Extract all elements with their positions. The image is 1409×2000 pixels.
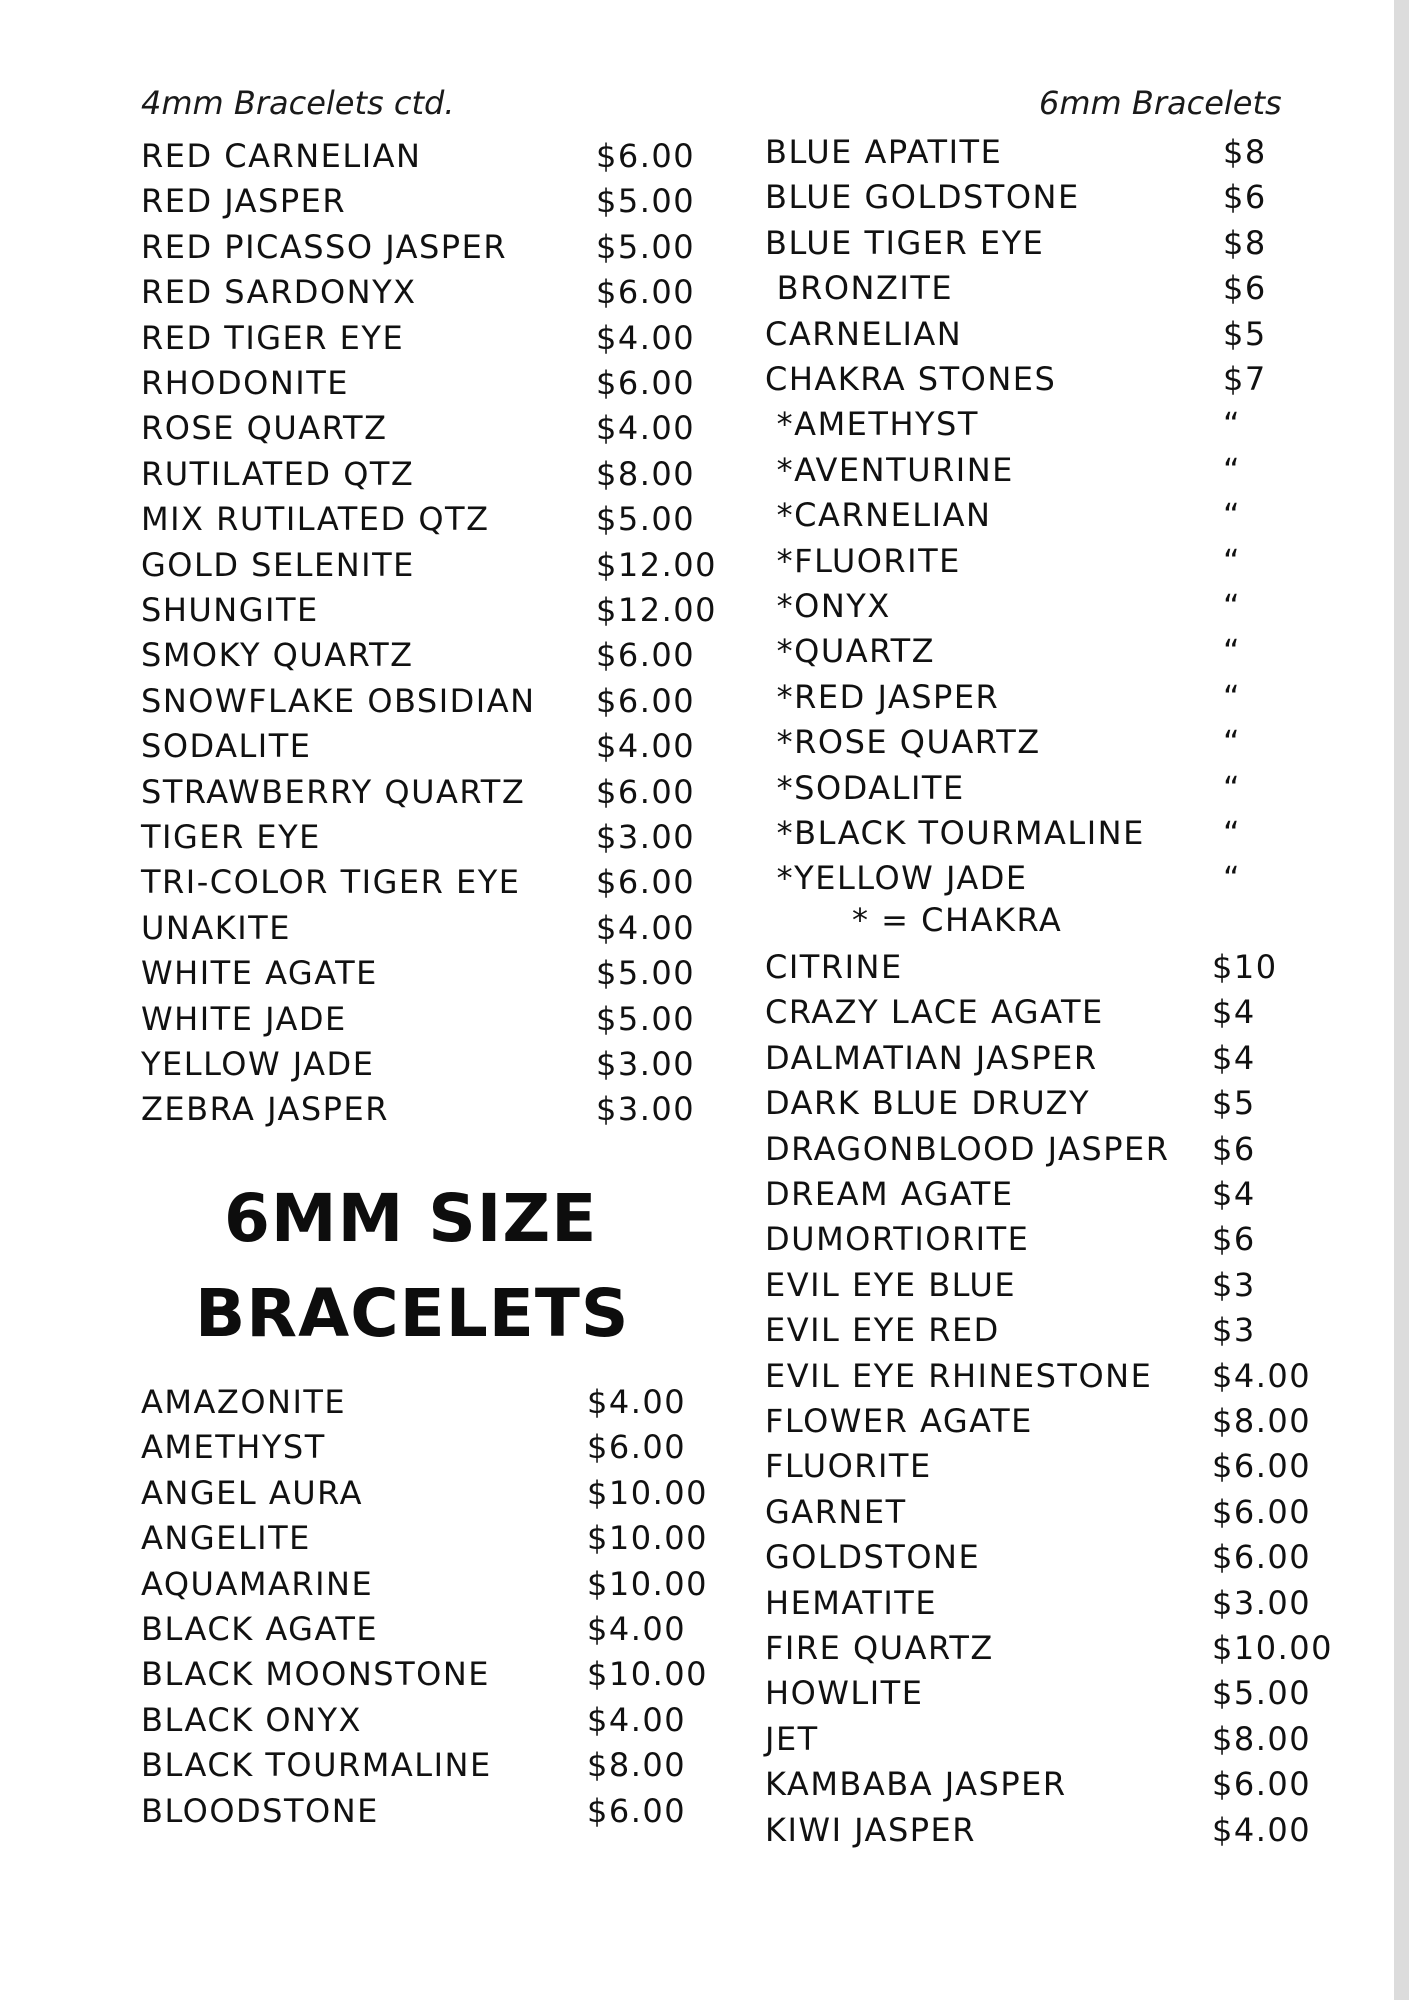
- item-name: BLACK MOONSTONE: [141, 1655, 490, 1694]
- item-name: TRI-COLOR TIGER EYE: [141, 863, 521, 902]
- price-row: [141, 1698, 711, 1743]
- item-name: FLUORITE: [765, 1447, 932, 1486]
- item-name: BLACK ONYX: [141, 1700, 362, 1739]
- item-name: WHITE JADE: [141, 999, 347, 1038]
- price-row: [141, 134, 711, 179]
- item-price: $6.00: [587, 1428, 687, 1467]
- price-row: [765, 584, 1325, 629]
- item-name: KAMBABA JASPER: [765, 1765, 1067, 1804]
- item-name: *AMETHYST: [765, 405, 979, 444]
- item-name: STRAWBERRY QUARTZ: [141, 772, 526, 811]
- item-price: $8.00: [1212, 1719, 1312, 1758]
- price-row: [765, 1172, 1325, 1217]
- item-price: “: [1223, 450, 1242, 489]
- right-column: [765, 0, 1333, 2000]
- item-name: *YELLOW JADE: [765, 859, 1028, 898]
- price-row: [141, 1652, 711, 1697]
- item-name: GOLD SELENITE: [141, 545, 415, 584]
- item-name: HEMATITE: [765, 1583, 938, 1622]
- price-row: [765, 1263, 1325, 1308]
- price-row: [141, 588, 717, 633]
- item-name: AMAZONITE: [141, 1383, 347, 1421]
- price-row: [141, 770, 711, 815]
- price-row: [141, 1425, 711, 1470]
- price-row: [765, 766, 1325, 811]
- item-price: $4.00: [596, 409, 696, 448]
- item-name: FLOWER AGATE: [765, 1402, 1033, 1440]
- price-row: [765, 402, 1325, 447]
- price-row: [141, 997, 711, 1042]
- item-price: $3.00: [596, 818, 696, 856]
- item-price: $4.00: [596, 727, 696, 766]
- item-name: AMETHYST: [141, 1428, 326, 1467]
- item-name: RED PICASSO JASPER: [141, 227, 508, 266]
- price-row: [765, 130, 1325, 175]
- item-price: $6.00: [587, 1791, 687, 1830]
- item-price: “: [1223, 859, 1242, 898]
- item-price: $4: [1212, 1175, 1256, 1213]
- item-price: $6.00: [1212, 1447, 1312, 1486]
- price-row: [765, 856, 1325, 901]
- item-name: *FLUORITE: [765, 541, 961, 580]
- price-row: [765, 1217, 1325, 1262]
- price-row: [141, 225, 711, 270]
- item-price: $4.00: [596, 908, 696, 947]
- item-price: $4.00: [1212, 1356, 1312, 1395]
- price-row: [765, 1081, 1325, 1126]
- item-price: “: [1223, 677, 1242, 716]
- price-row: [765, 1626, 1333, 1671]
- price-row: [141, 270, 711, 315]
- item-price: $6.00: [596, 863, 696, 902]
- item-name: GARNET: [765, 1492, 907, 1531]
- item-price: $5.00: [596, 500, 696, 539]
- item-name: KIWI JASPER: [765, 1810, 976, 1849]
- item-price: “: [1223, 541, 1242, 580]
- item-price: $4.00: [587, 1610, 687, 1648]
- price-row: [141, 815, 711, 860]
- price-row: [141, 1471, 711, 1516]
- price-row: [141, 1562, 711, 1607]
- price-row: [765, 1354, 1325, 1399]
- item-name: *AVENTURINE: [765, 450, 1014, 489]
- item-price: $6.00: [1212, 1538, 1312, 1577]
- item-name: EVIL EYE BLUE: [765, 1265, 1017, 1304]
- price-row: [765, 175, 1325, 220]
- item-name: JET: [765, 1719, 819, 1758]
- item-name: EVIL EYE RED: [765, 1311, 1000, 1350]
- item-price: “: [1223, 768, 1242, 807]
- item-name: RED JASPER: [141, 182, 347, 221]
- item-name: *RED JASPER: [765, 677, 1000, 716]
- price-row: [765, 1036, 1325, 1081]
- item-name: DARK BLUE DRUZY: [765, 1084, 1091, 1123]
- item-name: SODALITE: [141, 727, 312, 766]
- item-price: $6: [1223, 178, 1267, 217]
- price-row: [765, 629, 1325, 674]
- price-row: [141, 1380, 711, 1425]
- item-price: $8: [1223, 223, 1267, 262]
- item-price: $3.00: [596, 1090, 696, 1129]
- item-price: $8.00: [587, 1746, 687, 1785]
- item-name: SMOKY QUARTZ: [141, 636, 414, 675]
- item-name: ROSE QUARTZ: [141, 409, 388, 448]
- item-price: $6.00: [596, 681, 696, 720]
- left-subtitle: 4mm Bracelets ctd.: [141, 84, 455, 122]
- price-row: [141, 724, 711, 769]
- item-price: $4.00: [596, 318, 696, 357]
- item-name: GOLDSTONE: [765, 1538, 981, 1577]
- item-price: $6.00: [1212, 1765, 1312, 1804]
- item-price: $4: [1212, 993, 1256, 1032]
- item-name: BLUE APATITE: [765, 133, 1003, 171]
- price-row: [141, 1042, 711, 1087]
- item-price: $6.00: [596, 273, 696, 312]
- price-row: [141, 179, 711, 224]
- item-name: BLUE GOLDSTONE: [765, 178, 1080, 217]
- right-subtitle: 6mm Bracelets: [1039, 84, 1282, 122]
- price-row: [141, 1516, 711, 1561]
- price-row: [765, 1535, 1325, 1580]
- item-name: RED CARNELIAN: [141, 137, 422, 175]
- item-price: “: [1223, 632, 1242, 671]
- item-name: BLACK AGATE: [141, 1610, 379, 1648]
- item-name: CHAKRA STONES: [765, 360, 1057, 398]
- item-price: “: [1223, 814, 1242, 852]
- item-name: ANGELITE: [141, 1519, 311, 1558]
- item-name: DRAGONBLOOD JASPER: [765, 1129, 1170, 1168]
- price-row: [141, 1087, 711, 1132]
- item-name: MIX RUTILATED QTZ: [141, 500, 490, 539]
- item-price: $5.00: [596, 182, 696, 221]
- price-row: [765, 448, 1325, 493]
- item-name: *ONYX: [765, 587, 891, 625]
- item-price: $3.00: [596, 1045, 696, 1083]
- price-row: [765, 811, 1325, 856]
- price-row: [765, 675, 1325, 720]
- item-price: $3: [1212, 1265, 1256, 1304]
- item-price: $3: [1212, 1311, 1256, 1350]
- price-row: [765, 1808, 1325, 1853]
- price-row: [141, 1743, 711, 1788]
- price-row: [765, 1490, 1325, 1535]
- item-name: UNAKITE: [141, 908, 291, 947]
- price-row: [765, 357, 1325, 402]
- item-name: *QUARTZ: [765, 632, 936, 671]
- item-name: BLUE TIGER EYE: [765, 223, 1045, 262]
- item-price: “: [1223, 587, 1242, 625]
- page-edge: [1394, 0, 1409, 2000]
- item-price: $6.00: [596, 364, 696, 402]
- item-price: $6.00: [596, 772, 696, 811]
- price-row: [141, 543, 717, 588]
- item-name: CARNELIAN: [765, 314, 963, 353]
- item-name: CRAZY LACE AGATE: [765, 993, 1104, 1032]
- item-price: $6: [1223, 269, 1267, 308]
- item-name: WHITE AGATE: [141, 954, 378, 993]
- price-row: [765, 1127, 1325, 1172]
- item-name: RED SARDONYX: [141, 273, 417, 312]
- item-name: *CARNELIAN: [765, 496, 992, 535]
- item-price: $4: [1212, 1038, 1256, 1077]
- item-price: $5: [1223, 314, 1267, 353]
- section-heading-line1: 6MM SIZE: [224, 1180, 598, 1257]
- item-name: AQUAMARINE: [141, 1564, 374, 1603]
- price-row: [765, 1762, 1325, 1807]
- price-row: [765, 1717, 1325, 1762]
- item-name: DUMORTIORITE: [765, 1220, 1030, 1259]
- item-name: DALMATIAN JASPER: [765, 1038, 1098, 1077]
- item-name: *ROSE QUARTZ: [765, 723, 1041, 762]
- item-price: $4.00: [587, 1383, 687, 1421]
- price-row: [141, 1789, 711, 1834]
- price-row: [765, 1308, 1325, 1353]
- price-row: [765, 312, 1325, 357]
- item-price: $5.00: [596, 999, 696, 1038]
- item-price: $5.00: [1212, 1674, 1312, 1713]
- item-price: $10: [1212, 948, 1278, 986]
- item-price: $10.00: [587, 1655, 708, 1694]
- item-price: $6.00: [596, 137, 696, 175]
- price-row: [141, 633, 711, 678]
- item-price: $5: [1212, 1084, 1256, 1123]
- item-name: BLACK TOURMALINE: [141, 1746, 492, 1785]
- section-heading-line2: BRACELETS: [195, 1275, 630, 1352]
- item-name: YELLOW JADE: [141, 1045, 375, 1083]
- price-row: [141, 497, 711, 542]
- item-price: $10.00: [587, 1519, 708, 1558]
- item-price: $4.00: [1212, 1810, 1312, 1849]
- item-name: ZEBRA JASPER: [141, 1090, 389, 1129]
- left-column: [141, 0, 717, 2000]
- item-price: $5.00: [596, 954, 696, 993]
- item-name: HOWLITE: [765, 1674, 924, 1713]
- price-row: [141, 406, 711, 451]
- item-price: $5.00: [596, 227, 696, 266]
- price-row: [141, 1607, 711, 1652]
- item-price: $6: [1212, 1129, 1256, 1168]
- item-price: $12.00: [596, 545, 717, 584]
- price-row: [141, 679, 711, 724]
- price-row: [141, 452, 711, 497]
- price-row: [141, 361, 711, 406]
- item-name: BLOODSTONE: [141, 1791, 379, 1830]
- price-row: [141, 860, 711, 905]
- price-row: [141, 951, 711, 996]
- price-row: [765, 1444, 1325, 1489]
- item-price: $12.00: [596, 591, 717, 629]
- item-price: $3.00: [1212, 1583, 1312, 1622]
- price-row: [765, 221, 1325, 266]
- item-name: *BLACK TOURMALINE: [765, 814, 1145, 852]
- price-row: [765, 1581, 1325, 1626]
- item-price: $8.00: [596, 454, 696, 493]
- item-price: $6: [1212, 1220, 1256, 1259]
- price-row: [765, 945, 1325, 990]
- item-name: RUTILATED QTZ: [141, 454, 415, 493]
- item-name: SNOWFLAKE OBSIDIAN: [141, 681, 536, 720]
- item-price: $10.00: [587, 1473, 708, 1512]
- item-price: $8.00: [1212, 1402, 1312, 1440]
- chakra-note: * = CHAKRA: [852, 901, 1063, 939]
- price-row: [141, 316, 711, 361]
- item-price: “: [1223, 723, 1242, 762]
- price-row: [141, 906, 711, 951]
- item-name: TIGER EYE: [141, 818, 321, 856]
- item-price: $10.00: [587, 1564, 708, 1603]
- item-name: DREAM AGATE: [765, 1175, 1014, 1213]
- item-name: SHUNGITE: [141, 591, 319, 629]
- item-name: *SODALITE: [765, 768, 965, 807]
- item-price: $10.00: [1212, 1629, 1333, 1667]
- item-price: $6.00: [1212, 1492, 1312, 1531]
- item-price: $7: [1223, 360, 1267, 398]
- item-name: BRONZITE: [765, 269, 954, 308]
- item-name: RED TIGER EYE: [141, 318, 405, 357]
- price-row: [765, 720, 1325, 765]
- item-price: $8: [1223, 133, 1267, 171]
- item-name: ANGEL AURA: [141, 1473, 363, 1512]
- item-price: $6.00: [596, 636, 696, 675]
- price-row: [765, 1671, 1325, 1716]
- item-name: RHODONITE: [141, 364, 349, 402]
- price-row: [765, 266, 1325, 311]
- price-row: [765, 539, 1325, 584]
- item-name: CITRINE: [765, 948, 903, 986]
- price-row: [765, 990, 1325, 1035]
- item-price: $4.00: [587, 1700, 687, 1739]
- item-price: “: [1223, 496, 1242, 535]
- item-price: “: [1223, 405, 1242, 444]
- price-row: [765, 493, 1325, 538]
- price-row: [765, 1399, 1325, 1444]
- item-name: EVIL EYE RHINESTONE: [765, 1356, 1153, 1395]
- item-name: FIRE QUARTZ: [765, 1629, 994, 1667]
